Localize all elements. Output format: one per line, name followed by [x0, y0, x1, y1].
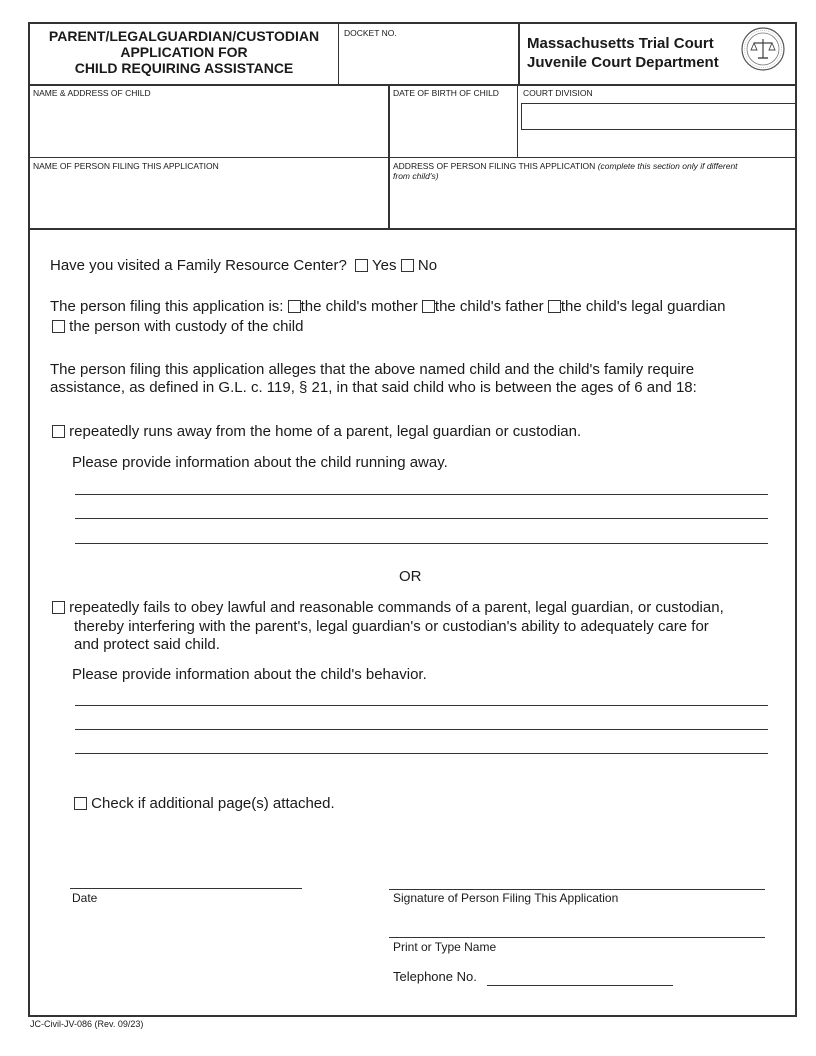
child-dob-label: DATE OF BIRTH OF CHILD: [393, 88, 499, 98]
behavior-line[interactable]: [75, 753, 768, 754]
runaway-prompt: Please provide information about the child running away.: [72, 454, 448, 471]
form-title: PARENT/LEGALGUARDIAN/CUSTODIAN APPLICATION FOR CHILD REQUIRING ASSISTANCE: [48, 28, 320, 76]
runaway-checkbox[interactable]: [52, 425, 65, 438]
behavior-prompt: Please provide information about the child's behavior.: [72, 666, 427, 683]
obey-checkbox[interactable]: [52, 601, 65, 614]
divider: [28, 157, 797, 158]
date-line[interactable]: [70, 888, 302, 889]
frc-no-checkbox[interactable]: [401, 259, 414, 272]
runaway-line[interactable]: [75, 518, 768, 519]
divider: [388, 85, 390, 229]
filer-address-label: ADDRESS OF PERSON FILING THIS APPLICATION (complete this section only if different from child's): [393, 161, 738, 181]
child-dob-input[interactable]: [392, 100, 514, 155]
child-name-address-label: NAME & ADDRESS OF CHILD: [33, 88, 151, 98]
divider: [518, 22, 520, 85]
filer-name-label: NAME OF PERSON FILING THIS APPLICATION: [33, 161, 219, 171]
child-name-address-input[interactable]: [32, 100, 386, 155]
guardian-checkbox[interactable]: [548, 300, 561, 313]
print-name-line[interactable]: [389, 937, 765, 938]
signature-label: Signature of Person Filing This Application: [393, 891, 619, 905]
obey-continuation: thereby interfering with the parent's, legal guardian's or custodian's ability to adequately care for and protect said child.: [74, 618, 709, 653]
allegation-text: The person filing this application alleges that the above named child and the child's family require assistance, as defined in G.L. c. 119, § 21, in that said child who is between the ages of 6 and 18:: [50, 361, 697, 396]
runaway-line[interactable]: [75, 494, 768, 495]
or-separator: OR: [399, 568, 422, 585]
custody-option: the person with custody of the child: [52, 318, 303, 336]
mother-checkbox[interactable]: [288, 300, 301, 313]
court-division-input[interactable]: [521, 103, 797, 130]
signature-line[interactable]: [389, 889, 765, 890]
docket-label: DOCKET NO.: [344, 28, 397, 38]
divider: [338, 22, 339, 85]
obey-option: repeatedly fails to obey lawful and reasonable commands of a parent, legal guardian, or custodian,: [52, 599, 724, 617]
print-name-label: Print or Type Name: [393, 940, 497, 954]
telephone-label: Telephone No.: [393, 969, 477, 984]
frc-yes-checkbox[interactable]: [355, 259, 368, 272]
divider: [28, 84, 797, 86]
court-division-label: COURT DIVISION: [523, 88, 593, 98]
filer-name-input[interactable]: [32, 175, 386, 226]
telephone-line[interactable]: [487, 985, 673, 986]
date-label: Date: [72, 891, 98, 905]
court-seal-icon: [740, 26, 786, 72]
form-id: JC-Civil-JV-086 (Rev. 09/23): [30, 1019, 144, 1029]
behavior-line[interactable]: [75, 705, 768, 706]
runaway-line[interactable]: [75, 543, 768, 544]
father-checkbox[interactable]: [422, 300, 435, 313]
additional-pages-option: Check if additional page(s) attached.: [74, 795, 335, 813]
additional-pages-checkbox[interactable]: [74, 797, 87, 810]
divider: [517, 85, 518, 158]
divider: [28, 228, 797, 230]
custody-checkbox[interactable]: [52, 320, 65, 333]
docket-input[interactable]: [342, 40, 516, 82]
filer-address-input[interactable]: [392, 185, 794, 226]
frc-question: Have you visited a Family Resource Center? Yes No: [50, 257, 438, 274]
court-name: Massachusetts Trial Court Juvenile Court Department: [527, 35, 719, 71]
runaway-option: repeatedly runs away from the home of a parent, legal guardian or custodian.: [52, 423, 581, 441]
filer-relationship: The person filing this application is: the child's mother the child's father the child's legal guardian: [50, 298, 726, 315]
behavior-line[interactable]: [75, 729, 768, 730]
